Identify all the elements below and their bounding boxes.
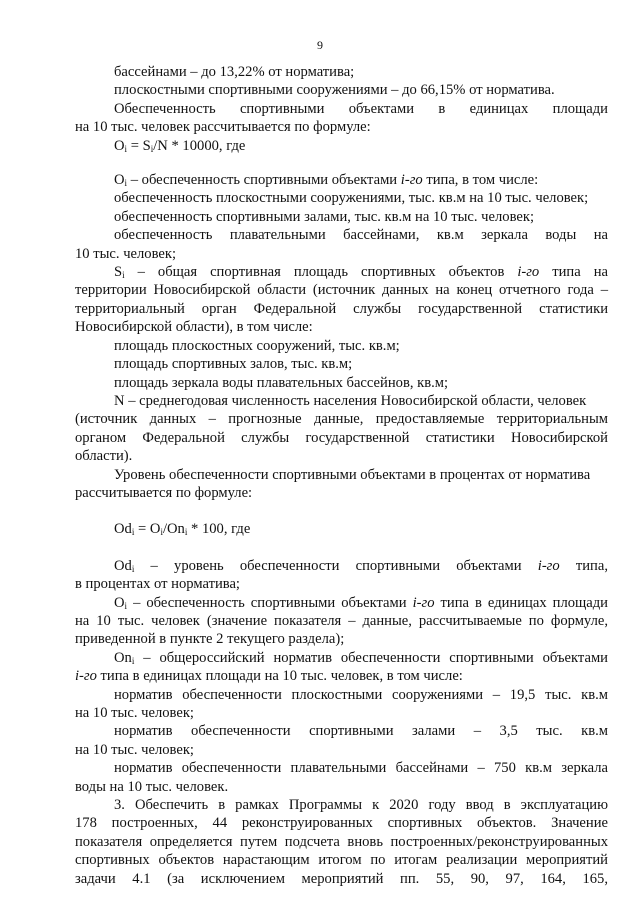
- text-line: норматив обеспеченности спортивными залами – 3,5 тыс. кв.м: [114, 723, 608, 740]
- text-line: рассчитывается по формуле:: [75, 484, 253, 501]
- definition-oni: $On_i$ – общероссийский норматив обеспеченности спортивными объектами: [114, 649, 608, 666]
- text-line: обеспеченность плавательными бассейнами, кв.м зеркала воды на: [114, 227, 608, 244]
- text-line: обеспеченность спортивными залами, тыс. кв.м на 10 тыс. человек;: [114, 208, 535, 225]
- text-line: 10 тыс. человек;: [75, 245, 177, 262]
- text-line: Обеспеченность спортивными объектами в единицах площади: [114, 100, 608, 117]
- text-line: норматив обеспеченности плавательными бассейнами – 750 кв.м зеркала: [114, 760, 608, 777]
- text-line: на 10 тыс. человек рассчитывается по формуле:: [75, 119, 371, 136]
- text-line: в процентах от норматива;: [75, 576, 240, 593]
- text-line: на 10 тыс. человек;: [75, 705, 194, 721]
- text-line: показателя определяется путем подсчета вновь построенных/реконструированных: [75, 833, 608, 850]
- page-number: 9: [317, 38, 323, 52]
- text-line: i-го типа в единицах площади на 10 тыс. человек, в том числе:: [75, 668, 463, 685]
- text-line: площадь плоскостных сооружений, тыс. кв.м;: [114, 337, 400, 354]
- text-line: Уровень обеспеченности спортивными объектами в процентах от норматива: [114, 466, 591, 483]
- text-line: задачи 4.1 (за исключением мероприятий пп. 55, 90, 97, 164, 165,: [75, 870, 608, 887]
- text-line: площадь спортивных залов, тыс. кв.м;: [114, 356, 353, 373]
- definition-oi-2: $O_i$ – обеспеченность спортивными объектами i-го типа в единицах площади: [114, 594, 608, 611]
- text-line: Новосибирской области), в том числе:: [75, 319, 313, 336]
- text-line: области).: [75, 448, 133, 465]
- text-line: на 10 тыс. человек;: [75, 741, 194, 758]
- definition-oi: $O_i$ – обеспеченность спортивными объектами i-го типа, в том числе:: [114, 172, 539, 189]
- text-line: норматив обеспеченности плоскостными сооружениями – 19,5 тыс. кв.м: [114, 686, 608, 703]
- text-line: на 10 тыс. человек (значение показателя – данные, рассчитываемые по формуле,: [75, 612, 608, 629]
- definition-odi: $Od_i$ – уровень обеспеченности спортивными объектами i-го типа,: [114, 557, 608, 574]
- text-line: обеспеченность плоскостными сооружениями, тыс. кв.м на 10 тыс. человек;: [114, 190, 589, 207]
- text-line: бассейнами – до 13,22% от норматива;: [114, 64, 355, 80]
- text-line: 3. Обеспечить в рамках Программы к 2020 году ввод в эксплуатацию: [114, 797, 608, 814]
- formula-1: $O_i = S_i/N * 10000$, где: [114, 137, 246, 154]
- text-line: спортивных объектов нарастающим итогом по итогам реализации мероприятий: [75, 852, 608, 869]
- text-line: площадь зеркала воды плавательных бассейнов, кв.м;: [114, 374, 449, 391]
- text-line: (источник данных – прогнозные данные, предоставляемые территориальным: [75, 411, 608, 428]
- text-line: 178 построенных, 44 реконструированных спортивных объектов. Значение: [75, 815, 608, 832]
- definition-n: N – среднегодовая численность населения Новосибирской области, человек: [114, 392, 587, 409]
- formula-2: $Od_i = O_i/On_i * 100$, где: [114, 521, 251, 538]
- text-line: приведенной в пункте 2 текущего раздела);: [75, 631, 345, 648]
- text-line: территориальный орган Федеральной службы государственной статистики: [75, 300, 608, 317]
- text-line: воды на 10 тыс. человек.: [75, 778, 229, 795]
- text-line: органом Федеральной службы государственной статистики Новосибирской: [75, 429, 608, 446]
- text-line: плоскостными спортивными сооружениями – до 66,15% от норматива.: [114, 82, 555, 99]
- document-body: [75, 63, 608, 888]
- text-line: территории Новосибирской области (источник данных на конец отчетного года –: [75, 282, 608, 299]
- definition-si: $S_i$ – общая спортивная площадь спортивных объектов i-го типа на: [114, 264, 608, 281]
